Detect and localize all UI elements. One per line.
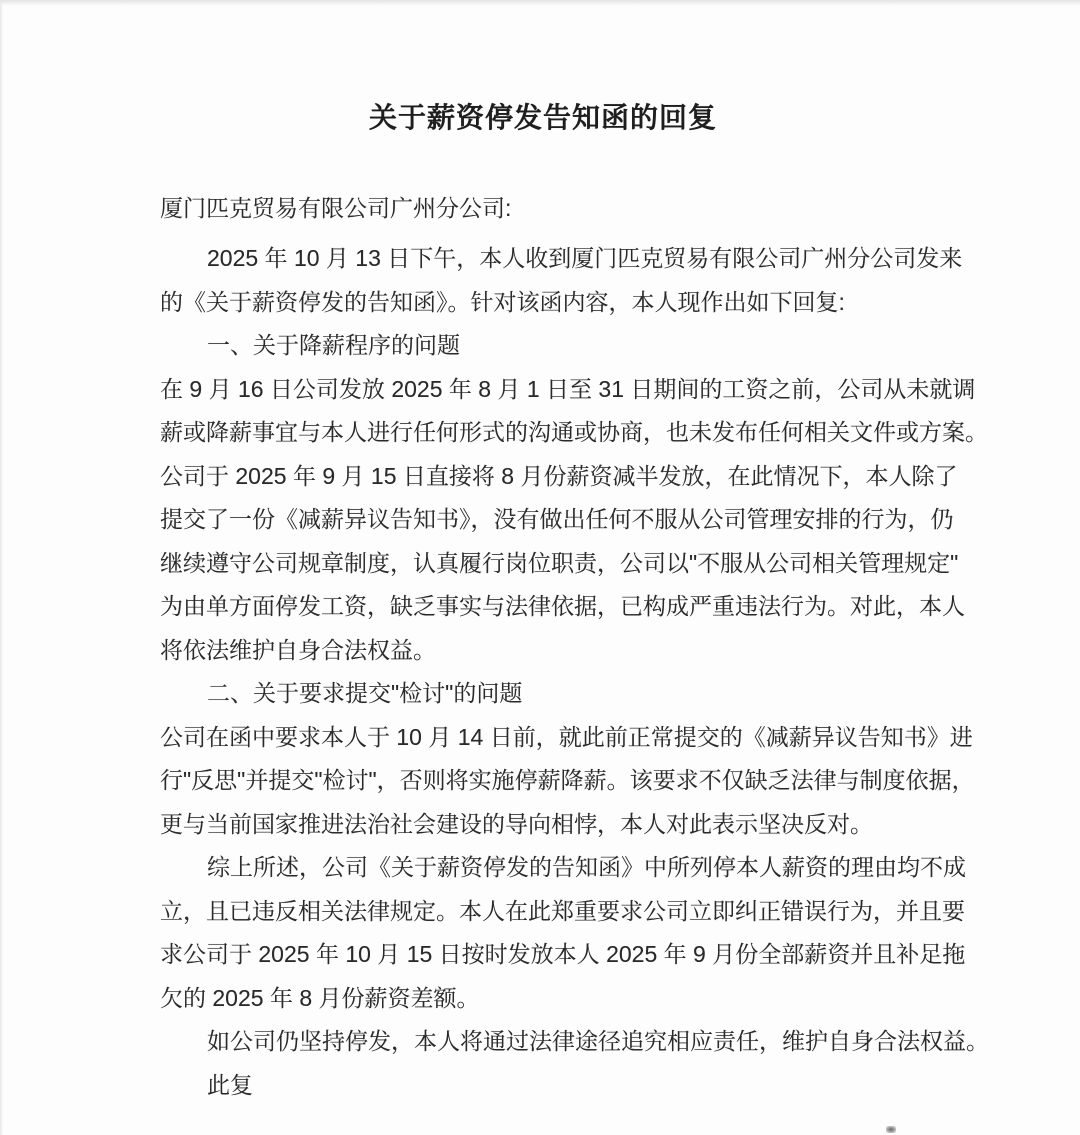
body-line: 更与当前国家推进法治社会建设的导向相悖，本人对此表示坚决反对。 (160, 810, 873, 837)
body-line: 求公司于 2025 年 10 月 15 日按时发放本人 2025 年 9 月份全部薪资并且补足拖 (160, 941, 966, 967)
body-line: 公司于 2025 年 9 月 15 日直接将 8 月份薪资减半发放，在此情况下，本人除了 (160, 462, 958, 489)
document-title: 关于薪资停发告知函的回复 (368, 102, 717, 133)
section-heading-1: 一、关于降薪程序的问题 (207, 332, 460, 358)
scan-left-edge (0, 0, 3, 1135)
body-line: 立，且已违反相关法律规定。本人在此郑重要求公司立即纠正错误行为，并且要 (160, 897, 965, 924)
body-line: 将依法维护自身合法权益。 (160, 636, 436, 663)
body-line: 薪或降薪事宜与本人进行任何形式的沟通或协商，也未发布任何相关文件或方案。 (160, 419, 988, 445)
letter-document (160, 0, 989, 1107)
body-line: 欠的 2025 年 8 月份薪资差额。 (160, 984, 480, 1011)
body-line: 继续遵守公司规章制度，认真履行岗位职责，公司以"不服从公司相关管理规定" (160, 549, 959, 576)
body-line: 提交了一份《减薪异议告知书》，没有做出任何不服从公司管理安排的行为，仍 (160, 506, 954, 532)
salutation-line: 厦门匹克贸易有限公司广州分公司: (160, 195, 512, 221)
section-heading-2: 二、关于要求提交"检讨"的问题 (207, 680, 523, 706)
body-line: 2025 年 10 月 13 日下午，本人收到厦门匹克贸易有限公司广州分公司发来 (207, 245, 963, 271)
body-line: 综上所述，公司《关于薪资停发的告知函》中所列停本人薪资的理由均不成 (207, 854, 966, 880)
closing-line: 此复 (207, 1071, 253, 1098)
body-line: 为由单方面停发工资，缺乏事实与法律依据，已构成严重违法行为。对此，本人 (160, 593, 965, 619)
body-line: 如公司仍坚持停发，本人将通过法律途径追究相应责任，维护自身合法权益。 (207, 1028, 989, 1054)
document-body (160, 237, 989, 1107)
body-line: 公司在函中要求本人于 10 月 14 日前，就此前正常提交的《减薪异议告知书》进 (160, 723, 973, 750)
body-line: 在 9 月 16 日公司发放 2025 年 8 月 1 日至 31 日期间的工资之前，公司从未就调 (160, 375, 976, 402)
cut-off-glyph (886, 1126, 896, 1133)
body-line: 行"反思"并提交"检讨"，否则将实施停薪降薪。该要求不仅缺乏法律与制度依据， (160, 767, 975, 793)
body-line: 的《关于薪资停发的告知函》。针对该函内容，本人现作出如下回复: (160, 288, 845, 315)
